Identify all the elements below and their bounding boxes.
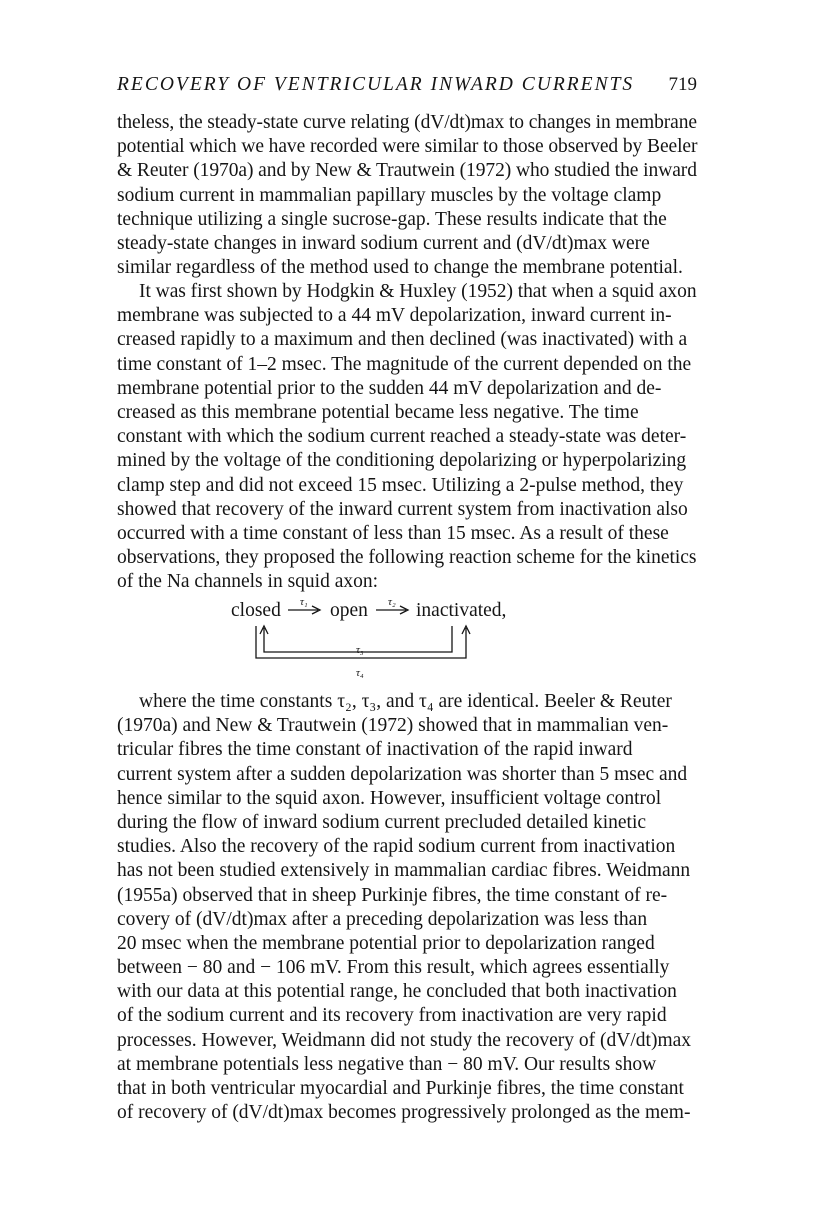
paragraph-3 [117, 690, 697, 1125]
text-line: constant with which the sodium current reached a steady-state was deter- [117, 426, 687, 448]
text-line: (1955a) observed that in sheep Purkinje fibres, the time constant of re- [117, 884, 668, 906]
text-line: hence similar to the squid axon. However, insufficient voltage control [117, 787, 662, 809]
text-line: 20 msec when the membrane potential prior to depolarization ranged [117, 932, 655, 954]
text-line: mined by the voltage of the conditioning depolarizing or hyperpolarizing [117, 450, 687, 472]
text-line: of the sodium current and its recovery from inactivation are very rapid [117, 1005, 667, 1027]
text-line: & Reuter (1970a) and by New & Trautwein (1972) who studied the inward [117, 160, 697, 182]
reaction-scheme [0, 588, 816, 678]
text-line: at membrane potentials less negative than − 80 mV. Our results show [117, 1053, 657, 1075]
text-line: between − 80 and − 106 mV. From this result, which agrees essentially [117, 957, 670, 979]
text-line: clamp step and did not exceed 15 msec. Utilizing a 2-pulse method, they [117, 474, 684, 496]
state-closed: closed [231, 600, 281, 621]
text-line: tricular fibres the time constant of inactivation of the rapid inward [117, 739, 633, 761]
text-line: potential which we have recorded were similar to those observed by Beeler [117, 136, 698, 158]
text-line: has not been studied extensively in mammalian cardiac fibres. Weidmann [117, 860, 691, 882]
text-line: of recovery of (dV/dt)max becomes progressively prolonged as the mem- [117, 1102, 691, 1124]
text-line: with our data at this potential range, he concluded that both inactivation [117, 981, 677, 1003]
text-line: creased as this membrane potential became less negative. The time [117, 401, 639, 423]
text-line: that in both ventricular myocardial and Purkinje fibres, the time constant [117, 1078, 684, 1099]
state-open: open [330, 600, 368, 621]
text-line: steady-state changes in inward sodium current and (dV/dt)max were [117, 232, 650, 254]
paragraph-2 [117, 280, 697, 594]
running-title: RECOVERY OF VENTRICULAR INWARD CURRENTS [117, 74, 635, 95]
text-line: time constant of 1–2 msec. The magnitude of the current depended on the [117, 353, 692, 375]
text-line: technique utilizing a single sucrose-gap. These results indicate that the [117, 208, 667, 230]
text-line: creased rapidly to a maximum and then declined (was inactivated) with a [117, 329, 688, 351]
text-line: It was first shown by Hodgkin & Huxley (1952) that when a squid axon [139, 281, 697, 302]
text-line: occurred with a time constant of less than 15 msec. As a result of these [117, 522, 669, 544]
tau3-label: τ₃ [356, 644, 364, 656]
text-line: where the time constants τ₂, τ₃, and τ₄ are identical. Beeler & Reuter [139, 691, 672, 712]
text-line: showed that recovery of the inward current system from inactivation also [117, 498, 688, 520]
text-line: covery of (dV/dt)max after a preceding depolarization was less than [117, 908, 648, 930]
text-line: during the flow of inward sodium current precluded detailed kinetic [117, 811, 647, 833]
text-line: current system after a sudden depolarization was shorter than 5 msec and [117, 763, 688, 785]
state-inactivated: inactivated, [416, 600, 507, 621]
tau2-label: τ₂ [388, 596, 396, 608]
text-line: membrane potential prior to the sudden 44 mV depolarization and de- [117, 377, 662, 399]
page-number: 719 [668, 74, 697, 95]
text-line: studies. Also the recovery of the rapid sodium current from inactivation [117, 836, 676, 858]
text-line: theless, the steady-state curve relating (dV/dt)max to changes in membrane [117, 112, 697, 133]
text-line: processes. However, Weidmann did not study the recovery of (dV/dt)max [117, 1029, 692, 1051]
text-line: similar regardless of the method used to change the membrane potential. [117, 257, 683, 279]
paragraph-1 [117, 111, 697, 280]
page-header [117, 74, 697, 104]
text-line: sodium current in mammalian papillary muscles by the voltage clamp [117, 184, 662, 206]
text-line: of the Na channels in squid axon: [117, 571, 379, 593]
text-line: (1970a) and New & Trautwein (1972) showed that in mammalian ven- [117, 715, 669, 737]
text-line: observations, they proposed the following reaction scheme for the kinetics [117, 547, 697, 569]
text-line: membrane was subjected to a 44 mV depolarization, inward current in- [117, 305, 672, 327]
tau1-label: τ₁ [300, 596, 308, 608]
tau4-label: τ₄ [356, 667, 364, 678]
